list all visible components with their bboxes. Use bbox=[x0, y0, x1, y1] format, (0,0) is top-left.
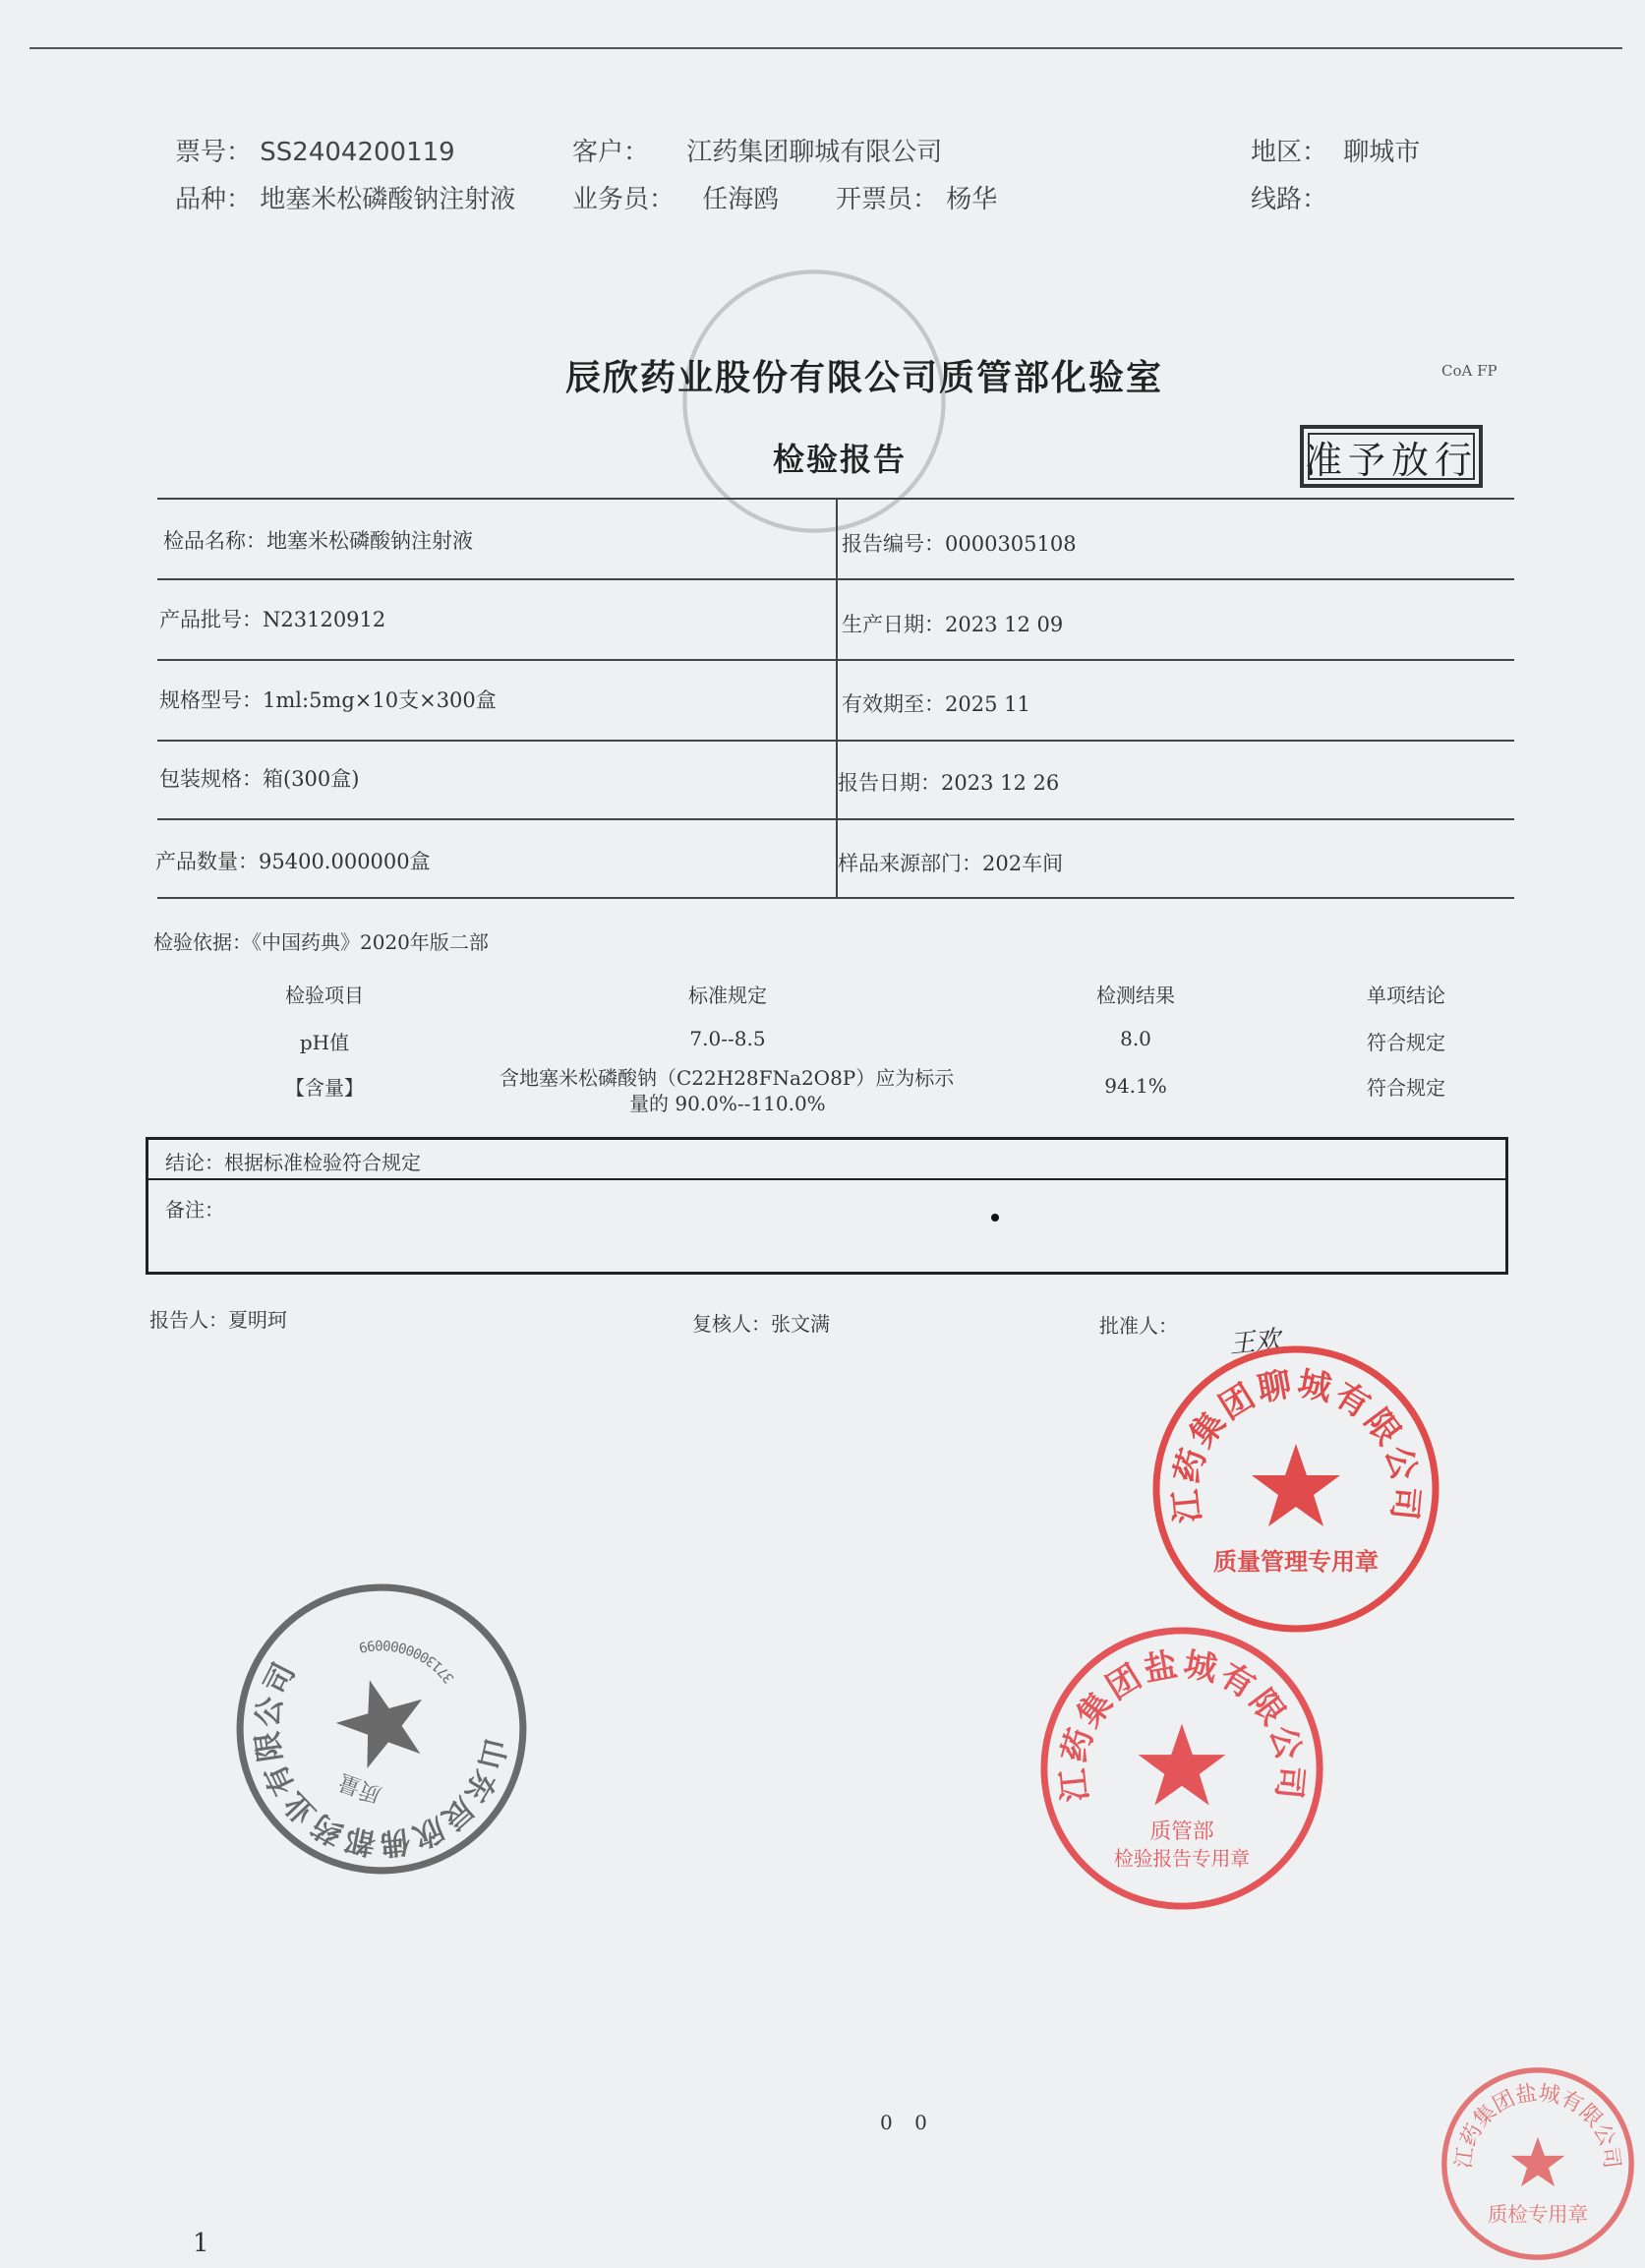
remarks-label: 备注： bbox=[165, 1198, 224, 1222]
row1-item: pH值 bbox=[299, 1031, 350, 1054]
reporter: 报告人：夏明珂 bbox=[149, 1308, 287, 1332]
red-stamp-corner-bottom: 质检专用章 bbox=[1488, 2202, 1588, 2227]
region bbox=[1251, 132, 1420, 168]
red-stamp-liaocheng-bottom: 质量管理专用章 bbox=[1213, 1548, 1379, 1576]
report-subtitle: 检验报告 bbox=[773, 441, 908, 478]
red-stamp-yancheng-ring: 江药集团盐城有限公司 bbox=[1053, 1644, 1311, 1804]
row2-conclusion: 符合规定 bbox=[1367, 1076, 1445, 1100]
sample-source: 样品来源部门：202车间 bbox=[838, 852, 1064, 875]
grid-line-6 bbox=[157, 897, 1514, 899]
footer-marks: 0 0 bbox=[880, 2111, 935, 2134]
sales-label: 业务员： bbox=[572, 185, 676, 214]
reviewer: 复核人：张文满 bbox=[692, 1312, 830, 1336]
gray-stamp-code: 3713000000099 bbox=[357, 1636, 458, 1687]
grid-divider bbox=[836, 498, 838, 897]
variety-value: 地塞米松磷酸钠注射液 bbox=[260, 185, 516, 214]
th-standard: 标准规定 bbox=[688, 984, 767, 1007]
quantity: 产品数量：95400.000000盒 bbox=[155, 850, 431, 873]
page-number: 1 bbox=[193, 2229, 209, 2258]
th-item: 检验项目 bbox=[285, 984, 364, 1007]
red-stamp-corner bbox=[1438, 2063, 1638, 2264]
red-stamp-corner-ring: 江药集团盐城有限公司 bbox=[1451, 2080, 1624, 2171]
inspection-basis: 检验依据：《中国药典》2020年版二部 bbox=[153, 930, 489, 954]
red-stamp-yancheng-bottom: 检验报告专用章 bbox=[1113, 1847, 1251, 1871]
report-title: 辰欣药业股份有限公司质管部化验室 bbox=[565, 357, 1164, 398]
batch-no: 产品批号：N23120912 bbox=[159, 608, 386, 631]
report-date: 报告日期：2023 12 26 bbox=[838, 771, 1060, 795]
top-border-line bbox=[29, 47, 1622, 49]
conclusion-text: 结论：根据标准检验符合规定 bbox=[165, 1151, 421, 1174]
gray-stamp-chenxin bbox=[190, 1537, 573, 1921]
red-stamp-liaocheng-ring: 江药集团聊城有限公司 bbox=[1165, 1363, 1427, 1525]
gray-stamp-ring: 山东辰欣佛都药业有限公司 bbox=[250, 1655, 512, 1861]
spec: 规格型号：1ml:5mg×10支×300盒 bbox=[159, 688, 497, 712]
row1-standard: 7.0--8.5 bbox=[689, 1027, 766, 1050]
corner-mark: CoA FP bbox=[1441, 362, 1498, 380]
release-stamp bbox=[1300, 425, 1483, 488]
row2-result: 94.1% bbox=[1104, 1074, 1167, 1098]
route bbox=[1251, 179, 1327, 215]
release-stamp-text: 准予放行 bbox=[1304, 438, 1478, 482]
th-result: 检测结果 bbox=[1096, 984, 1175, 1007]
issuer bbox=[836, 179, 997, 215]
approver-label: 批准人： bbox=[1099, 1314, 1178, 1338]
region-value: 聊城市 bbox=[1343, 138, 1421, 167]
ticket-no-label: 票号： bbox=[175, 138, 253, 167]
row2-item: 【含量】 bbox=[285, 1076, 364, 1100]
report-no: 报告编号：0000305108 bbox=[842, 532, 1077, 556]
customer-label: 客户： bbox=[572, 138, 650, 167]
production-date: 生产日期：2023 12 09 bbox=[842, 613, 1064, 636]
svg-text:3713000000099 bbox=[353, 1624, 464, 1689]
ticket-no-value: SS2404200119 bbox=[260, 138, 455, 167]
ticket-no bbox=[175, 132, 455, 168]
route-label: 线路： bbox=[1251, 185, 1328, 214]
region-label: 地区： bbox=[1251, 138, 1328, 167]
red-stamp-yancheng bbox=[1036, 1623, 1327, 1914]
issuer-label: 开票员： bbox=[836, 185, 939, 214]
customer bbox=[572, 132, 942, 168]
th-conclusion: 单项结论 bbox=[1367, 984, 1445, 1007]
ink-dot bbox=[991, 1214, 999, 1222]
gray-stamp-center: 质量 bbox=[334, 1768, 385, 1808]
conclusion-divider bbox=[147, 1178, 1506, 1180]
row1-result: 8.0 bbox=[1120, 1027, 1151, 1050]
row2-standard-line2: 量的 90.0%--110.0% bbox=[629, 1092, 826, 1115]
sample-name: 检品名称：地塞米松磷酸钠注射液 bbox=[163, 529, 473, 553]
issuer-value: 杨华 bbox=[946, 185, 998, 214]
expiry: 有效期至：2025 11 bbox=[842, 692, 1030, 716]
variety-label: 品种： bbox=[175, 185, 253, 214]
sales-value: 任海鸥 bbox=[702, 185, 780, 214]
red-stamp-liaocheng bbox=[1148, 1342, 1443, 1637]
customer-value: 江药集团聊城有限公司 bbox=[686, 138, 943, 167]
approver-signature: 王欢 bbox=[1227, 1325, 1282, 1360]
row2-standard-line1: 含地塞米松磷酸钠（C22H28FNa2O8P）应为标示 bbox=[499, 1066, 955, 1090]
row1-conclusion: 符合规定 bbox=[1367, 1031, 1445, 1054]
red-stamp-yancheng-dept: 质管部 bbox=[1149, 1820, 1214, 1845]
packing: 包装规格：箱(300盒) bbox=[159, 767, 360, 791]
variety bbox=[175, 179, 515, 215]
sales bbox=[572, 179, 779, 215]
